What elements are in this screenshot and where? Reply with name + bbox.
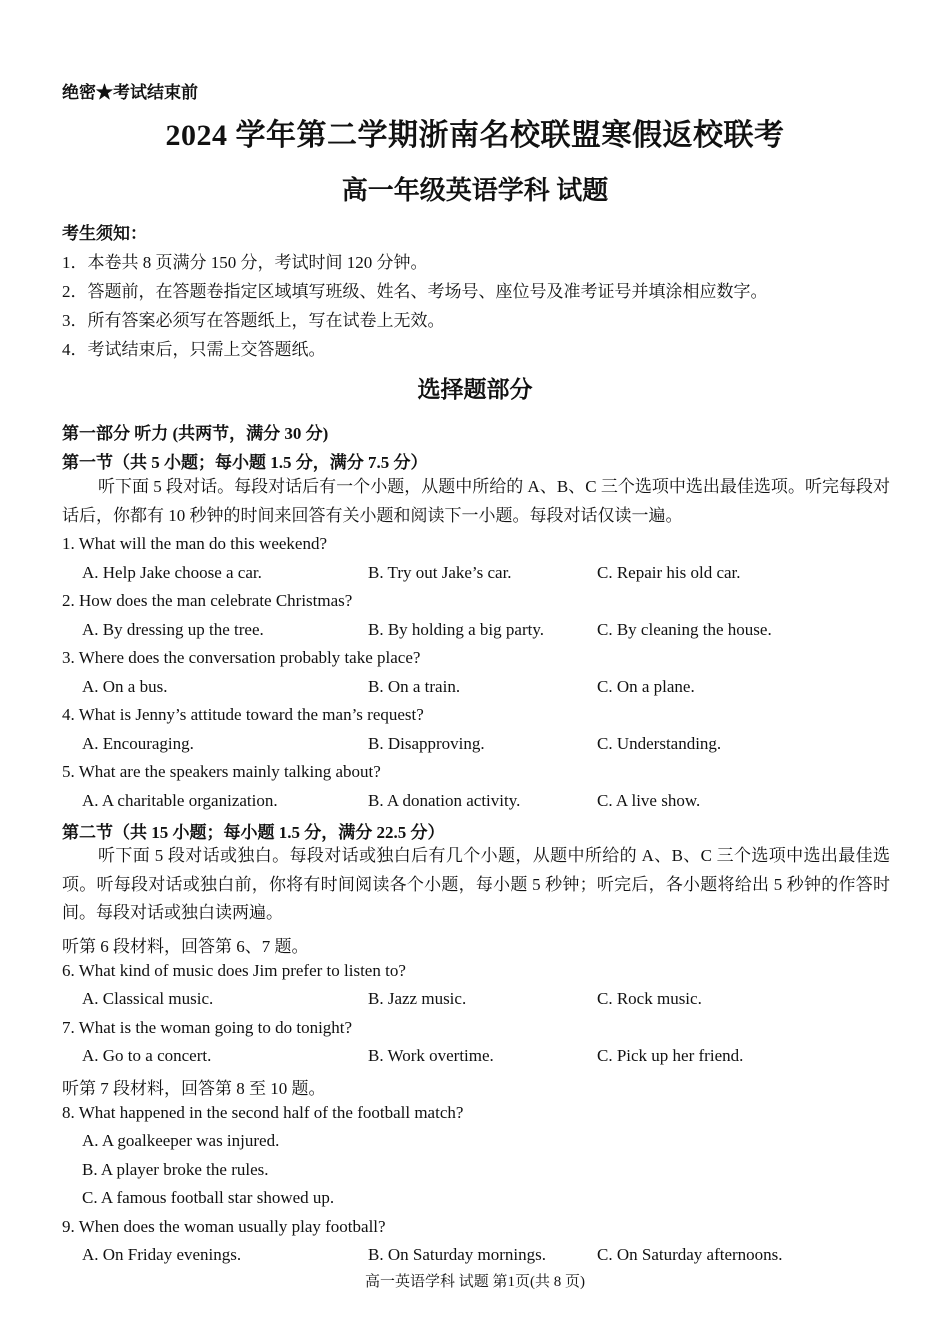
page-footer: 高一英语学科 试题 第1页(共 8 页) [365,1274,585,1290]
question-3: 3. Where does the conversation probably take place? [62,648,421,667]
question-6: 6. What kind of music does Jim prefer to listen to? [62,961,406,980]
part1-heading: 第一部分 听力 (共两节，满分 30 分) [62,424,329,443]
confidential-label: 绝密★考试结束前 [62,83,198,102]
notice-item: 1．本卷共 8 页满分 150 分，考试时间 120 分钟。 [62,253,428,272]
q2-option-a: A. By dressing up the tree. [82,620,264,639]
material-7-note: 听第 7 段材料，回答第 8 至 10 题。 [62,1079,326,1098]
q5-option-a: A. A charitable organization. [82,791,278,810]
material-6-note: 听第 6 段材料，回答第 6、7 题。 [62,937,309,956]
exam-subtitle: 高一年级英语学科 试题 [341,176,609,205]
notice-item: 2．答题前，在答题卷指定区域填写班级、姓名、考场号、座位号及准考证号并填涂相应数字。 [62,282,768,301]
notice-heading: 考生须知： [62,224,147,243]
q2-option-b: B. By holding a big party. [368,620,544,639]
question-8: 8. What happened in the second half of the football match? [62,1103,464,1122]
sec2-heading: 第二节（共 15 小题；每小题 1.5 分，满分 22.5 分） [62,823,445,842]
q9-option-a: A. On Friday evenings. [82,1245,242,1264]
sec2-instructions: 听下面 5 段对话或独白。每段对话或独白后有几个小题，从题中所给的 A、B、C 三个选项中选出最佳选项。听每段对话或独白前，你将有时间阅读各个小题，每小题 5 秒钟；听完后，各小题将给出 5 秒钟的作答时间。每段对话或独白读两遍。 [62,846,890,923]
q4-option-a: A. Encouraging. [82,734,194,753]
q7-option-a: A. Go to a concert. [82,1046,212,1065]
section-title: 选择题部分 [417,377,533,402]
q8-option-c: C. A famous football star showed up. [82,1188,335,1207]
q9-option-c: C. On Saturday afternoons. [597,1245,783,1264]
question-4: 4. What is Jenny’s attitude toward the man’s request? [62,705,424,724]
q6-option-b: B. Jazz music. [368,989,467,1008]
sec1-heading: 第一节（共 5 小题；每小题 1.5 分，满分 7.5 分） [62,453,428,472]
notice-item: 3．所有答案必须写在答题纸上，写在试卷上无效。 [62,311,445,330]
q3-option-b: B. On a train. [368,677,461,696]
q3-option-c: C. On a plane. [597,677,695,696]
q7-option-b: B. Work overtime. [368,1046,494,1065]
q5-option-b: B. A donation activity. [368,791,521,810]
q9-option-b: B. On Saturday mornings. [368,1245,547,1264]
q5-option-c: C. A live show. [597,791,701,810]
q4-option-c: C. Understanding. [597,734,722,753]
q2-option-c: C. By cleaning the house. [597,620,772,639]
question-9: 9. When does the woman usually play football? [62,1217,386,1236]
exam-title: 2024 学年第二学期浙南名校联盟寒假返校联考 [165,119,785,152]
q1-option-c: C. Repair his old car. [597,563,741,582]
q1-option-b: B. Try out Jake’s car. [368,563,512,582]
q7-option-c: C. Pick up her friend. [597,1046,744,1065]
q6-option-a: A. Classical music. [82,989,214,1008]
question-1: 1. What will the man do this weekend? [62,534,328,553]
q1-option-a: A. Help Jake choose a car. [82,563,262,582]
q6-option-c: C. Rock music. [597,989,702,1008]
q8-option-a: A. A goalkeeper was injured. [82,1131,280,1150]
notice-item: 4．考试结束后，只需上交答题纸。 [62,340,326,359]
question-7: 7. What is the woman going to do tonight? [62,1018,353,1037]
question-2: 2. How does the man celebrate Christmas? [62,591,353,610]
sec1-instructions: 听下面 5 段对话。每段对话后有一个小题，从题中所给的 A、B、C 三个选项中选出最佳选项。听完每段对话后，你都有 10 秒钟的时间来回答有关小题和阅读下一小题。每段对话仅读一遍。 [62,477,890,525]
question-5: 5. What are the speakers mainly talking about? [62,762,381,781]
q8-option-b: B. A player broke the rules. [82,1160,269,1179]
q4-option-b: B. Disapproving. [368,734,485,753]
q3-option-a: A. On a bus. [82,677,168,696]
